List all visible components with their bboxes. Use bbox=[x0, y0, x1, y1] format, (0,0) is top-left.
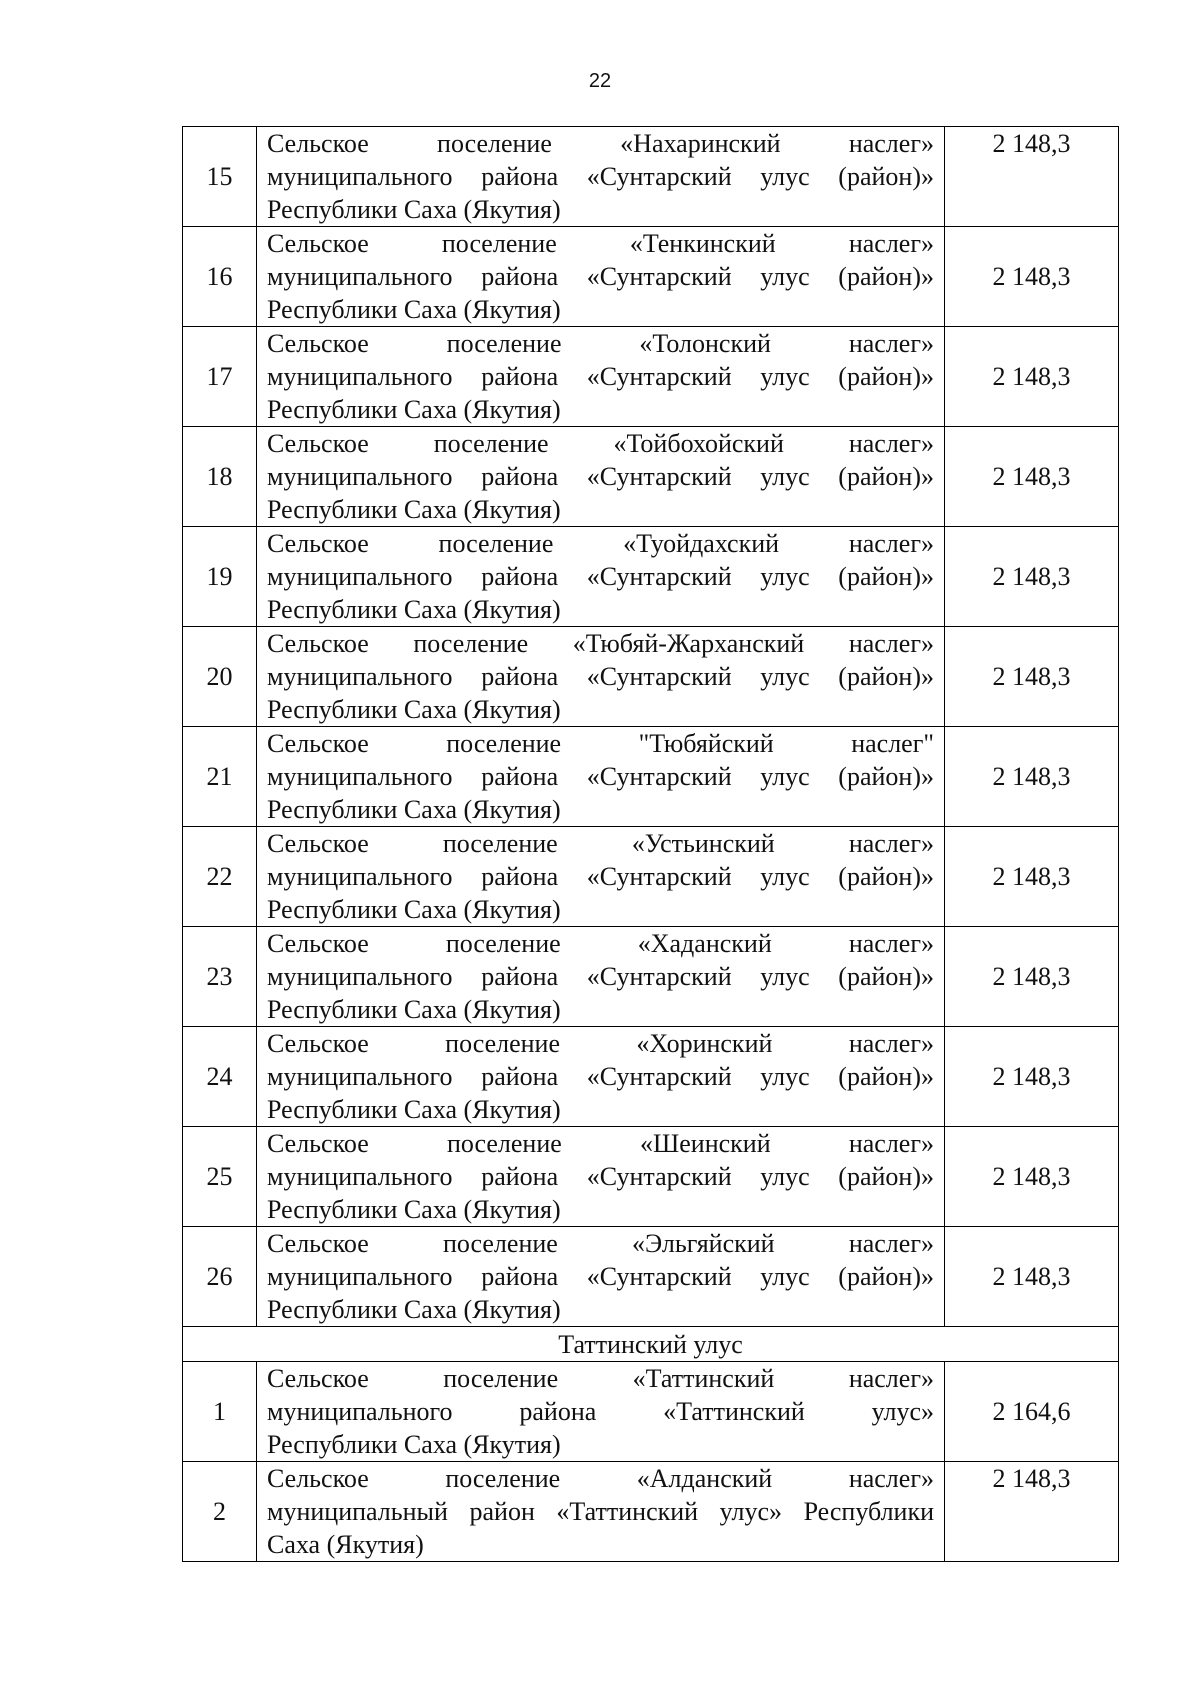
settlement-name-line: муниципальный район «Таттинский улус» Республики bbox=[267, 1497, 934, 1526]
amount-value: 2 148,3 bbox=[945, 827, 1119, 927]
amount-value: 2 148,3 bbox=[945, 627, 1119, 727]
settlement-name-line: Республики Саха (Якутия) bbox=[267, 295, 561, 324]
settlement-name-line: Сельское поселение «Устьинский наслег» bbox=[267, 829, 934, 858]
settlement-name-line: Республики Саха (Якутия) bbox=[267, 895, 561, 924]
settlement-name-line: Республики Саха (Якутия) bbox=[267, 495, 561, 524]
table-row bbox=[183, 627, 1119, 727]
settlement-name-line: муниципального района «Сунтарский улус (район)» bbox=[267, 662, 934, 691]
table-row bbox=[183, 1127, 1119, 1227]
settlement-name-line: муниципального района «Сунтарский улус (район)» bbox=[267, 962, 934, 991]
settlement-name-line: Сельское поселение «Тюбяй-Жарханский наслег» bbox=[267, 629, 934, 658]
row-number: 20 bbox=[183, 627, 257, 727]
row-number: 26 bbox=[183, 1227, 257, 1327]
amount-value: 2 148,3 bbox=[945, 327, 1119, 427]
section-block bbox=[183, 1327, 1119, 1362]
settlement-name-line: Республики Саха (Якутия) bbox=[267, 995, 561, 1024]
settlement-name-line: Сельское поселение «Таттинский наслег» bbox=[267, 1364, 934, 1393]
settlement-name bbox=[257, 527, 945, 627]
settlement-name bbox=[257, 927, 945, 1027]
settlement-name bbox=[257, 327, 945, 427]
row-number: 25 bbox=[183, 1127, 257, 1227]
row-number: 19 bbox=[183, 527, 257, 627]
row-number: 23 bbox=[183, 927, 257, 1027]
settlement-name bbox=[257, 127, 945, 227]
settlement-name-line: Республики Саха (Якутия) bbox=[267, 1295, 561, 1324]
row-number: 24 bbox=[183, 1027, 257, 1127]
row-number: 18 bbox=[183, 427, 257, 527]
settlement-name-line: Сельское поселение «Хоринский наслег» bbox=[267, 1029, 934, 1058]
amount-value: 2 148,3 bbox=[945, 427, 1119, 527]
page-number: 22 bbox=[588, 70, 612, 92]
table-row bbox=[183, 1227, 1119, 1327]
settlement-name-line: муниципального района «Сунтарский улус (район)» bbox=[267, 362, 934, 391]
settlement-name-line: Республики Саха (Якутия) bbox=[267, 1195, 561, 1224]
settlement-name bbox=[257, 627, 945, 727]
settlement-name-line: Сельское поселение «Тенкинский наслег» bbox=[267, 229, 934, 258]
settlement-name-line: Сельское поселение «Тойбохойский наслег» bbox=[267, 429, 934, 458]
settlement-name-line: муниципального района «Сунтарский улус (район)» bbox=[267, 1062, 934, 1091]
settlement-name-line: муниципального района «Сунтарский улус (район)» bbox=[267, 1162, 934, 1191]
settlement-name bbox=[257, 1227, 945, 1327]
amount-value: 2 148,3 bbox=[945, 727, 1119, 827]
amount-value: 2 148,3 bbox=[945, 1462, 1119, 1562]
settlement-name-line: Сельское поселение «Шеинский наслег» bbox=[267, 1129, 934, 1158]
amount-value: 2 164,6 bbox=[945, 1362, 1119, 1462]
settlement-name bbox=[257, 227, 945, 327]
row-number: 21 bbox=[183, 727, 257, 827]
settlement-name bbox=[257, 727, 945, 827]
settlement-name-line: Сельское поселение «Нахаринский наслег» bbox=[267, 129, 934, 158]
amount-value: 2 148,3 bbox=[945, 927, 1119, 1027]
settlement-name-line: муниципального района «Сунтарский улус (район)» bbox=[267, 462, 934, 491]
table-row bbox=[183, 927, 1119, 1027]
amount-value: 2 148,3 bbox=[945, 1227, 1119, 1327]
amount-value: 2 148,3 bbox=[945, 1127, 1119, 1227]
amount-value: 2 148,3 bbox=[945, 527, 1119, 627]
settlement-name-line: Сельское поселение «Хаданский наслег» bbox=[267, 929, 934, 958]
table-row bbox=[183, 227, 1119, 327]
row-number: 2 bbox=[183, 1462, 257, 1562]
amount-value: 2 148,3 bbox=[945, 127, 1119, 227]
settlement-name bbox=[257, 1127, 945, 1227]
amount-value: 2 148,3 bbox=[945, 227, 1119, 327]
settlement-name bbox=[257, 427, 945, 527]
settlement-name-line: Сельское поселение «Туойдахский наслег» bbox=[267, 529, 934, 558]
settlement-name-line: Республики Саха (Якутия) bbox=[267, 195, 561, 224]
row-number: 1 bbox=[183, 1362, 257, 1462]
table-row bbox=[183, 127, 1119, 227]
table-row bbox=[183, 527, 1119, 627]
settlement-name-line: Сельское поселение «Толонский наслег» bbox=[267, 329, 934, 358]
settlement-name-line: муниципального района «Сунтарский улус (район)» bbox=[267, 562, 934, 591]
section-row bbox=[183, 1327, 1119, 1362]
settlement-name-line: муниципального района «Таттинский улус» bbox=[267, 1397, 934, 1426]
table-body-block-1 bbox=[183, 127, 1119, 1327]
settlement-name-line: Республики Саха (Якутия) bbox=[267, 1430, 561, 1459]
table-row bbox=[183, 1362, 1119, 1462]
row-number: 17 bbox=[183, 327, 257, 427]
settlement-name-line: муниципального района «Сунтарский улус (район)» bbox=[267, 262, 934, 291]
row-number: 15 bbox=[183, 127, 257, 227]
settlement-name-line: Республики Саха (Якутия) bbox=[267, 695, 561, 724]
settlement-name bbox=[257, 1462, 945, 1562]
settlement-name-line: Сельское поселение «Алданский наслег» bbox=[267, 1464, 934, 1493]
settlement-name-line: Республики Саха (Якутия) bbox=[267, 795, 561, 824]
settlement-name-line: муниципального района «Сунтарский улус (район)» bbox=[267, 862, 934, 891]
settlement-name-line: Сельское поселение «Эльгяйский наслег» bbox=[267, 1229, 934, 1258]
settlement-name bbox=[257, 1362, 945, 1462]
table-row bbox=[183, 1462, 1119, 1562]
table-row bbox=[183, 827, 1119, 927]
settlement-name-line: муниципального района «Сунтарский улус (район)» bbox=[267, 762, 934, 791]
settlement-name-line: Сельское поселение "Тюбяйский наслег" bbox=[267, 729, 934, 758]
settlement-name bbox=[257, 1027, 945, 1127]
table-row bbox=[183, 1027, 1119, 1127]
table-row bbox=[183, 427, 1119, 527]
row-number: 22 bbox=[183, 827, 257, 927]
settlements-table bbox=[182, 126, 1119, 1562]
table-body-block-2 bbox=[183, 1362, 1119, 1562]
section-title: Таттинский улус bbox=[183, 1327, 1119, 1362]
settlement-name-line: Республики Саха (Якутия) bbox=[267, 595, 561, 624]
settlement-name-line: муниципального района «Сунтарский улус (район)» bbox=[267, 1262, 934, 1291]
row-number: 16 bbox=[183, 227, 257, 327]
table-row bbox=[183, 327, 1119, 427]
settlement-name-line: Республики Саха (Якутия) bbox=[267, 395, 561, 424]
settlement-name bbox=[257, 827, 945, 927]
amount-value: 2 148,3 bbox=[945, 1027, 1119, 1127]
settlement-name-line: Саха (Якутия) bbox=[267, 1530, 424, 1559]
table-row bbox=[183, 727, 1119, 827]
settlement-name-line: муниципального района «Сунтарский улус (район)» bbox=[267, 162, 934, 191]
settlement-name-line: Республики Саха (Якутия) bbox=[267, 1095, 561, 1124]
